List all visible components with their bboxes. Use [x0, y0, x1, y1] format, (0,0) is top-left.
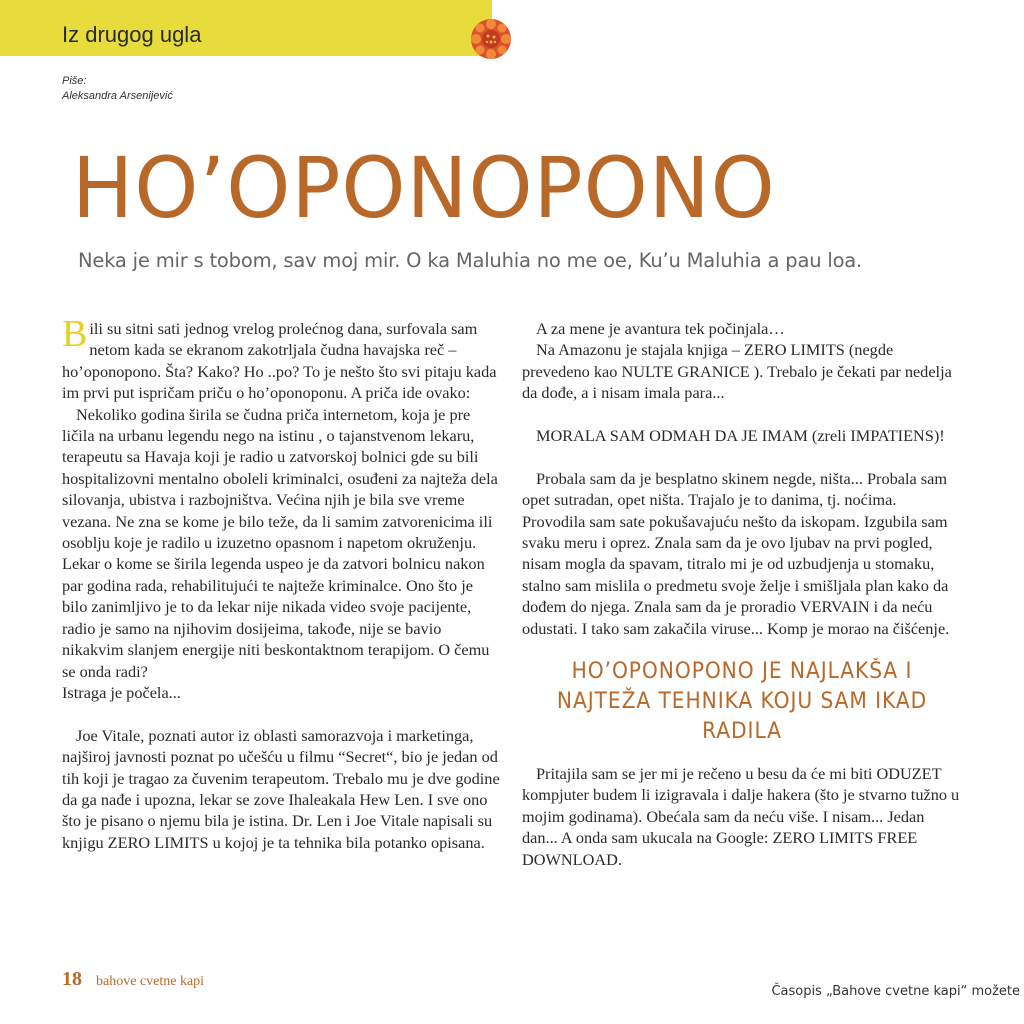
footer-note: Časopis „Bahove cvetne kapi“ možete [771, 984, 1020, 999]
footer-left [62, 968, 204, 991]
paragraph: Probala sam da je besplatno skinem negde, ništa... Probala sam opet sutradan, opet ništa. Trajalo je to danima, tj. noćima. Provodila sam sate pokušavajuću nešto da iskopam. Izgubila sam svaku meru i oprez. Znala sam da je ovo ljubav na prvi pogled, nisam mogla da spavam, titralo mi je od uzbudjenja u stomaku, stalno sam mislila o predmetu svoje želje i smišljala plan kako da dođem do njega. Znala sam da je proradio VERVAIN i da neću odustati. I tako sam zakačila viruse... Komp je morao na čišćenje. [522, 468, 950, 638]
paragraph: Bili su sitni sati jednog vrelog prolećnog dana, surfovala sam netom kada se ekranom zakotrljala čudna havajska reč – ho’oponopono. Šta? Kako? Ho ..po? To je nešto što svi pitaju kada im prvi put ispričam priču o ho’oponoponu. A priča ide ovako: [62, 313, 497, 403]
paragraph: Nekoliko godina širila se čudna priča internetom, koja je pre ličila na urbanu legendu nego na istinu , o tajanstvenom lekaru, terapeutu sa Havaja koji je radio u zatvorskoj bolnici gde su bili hospitalizovni mentalno oboleli kriminalci, osuđeni za najteža dela silovanja, ubistva i razbojništva. Većina njih je bila sve vreme vezana. Ne zna se kome je bilo teže, da li samim zatvorenicima ili osoblju koje je radilo u izuzetno opasnom i napetom okruženju. Lekar o kome se širila legenda uspeo je da zatvori bolnicu nakon par godina rada, rehabilitujući te najteže kriminalce. Ono što je bilo zanimljivo je to da lekar nije nikada video svoje pacijente, radio je samo na njihovim dosijeima, takođe, nije se bavio nikakvim slanjem energije niti beskontaktnom terapijom. O čemu se onda radi? [62, 404, 498, 681]
page-number: 18 [62, 968, 82, 990]
byline [62, 74, 173, 104]
article-subtitle: Neka je mir s tobom, sav moj mir. O ka Maluhia no me oe, Ku’u Maluhia a pau loa. [78, 249, 863, 272]
paragraph: Joe Vitale, poznati autor iz oblasti samorazvoja i marketinga, najširoj javnosti poznat po učešću u filmu “Secret“, bio je jedan od tih koji je tragao za čuvenim terapeutom. Trebalo mu je dve godine da ga nađe i upozna, lekar se zove Ihaleakala Hew Len. I sve ono što je pisano o njemu bila je istina. Dr. Len i Joe Vitale napisali su knjigu ZERO LIMITS u kojoj je ta tehnika bila potanko opisana. [62, 725, 500, 852]
article-title: HO’OPONOPONO [72, 139, 776, 237]
drop-cap: B [62, 313, 88, 355]
paragraph: Pritajila sam se jer mi je rečeno u besu da će mi biti ODUZET kompjuter budem li izigravala i dalje hakera (što je stvarno tužno u mojim godinama). Obećala sam da neću više. I nisam... Jedan dan... A onda sam ukucala na Google: ZERO LIMITS FREE DOWNLOAD. [522, 764, 960, 869]
flower-icon [466, 14, 516, 64]
paragraph: MORALA SAM ODMAH DA JE IMAM (zreli IMPATIENS)! [536, 426, 945, 446]
left-column [62, 313, 500, 853]
right-column [522, 318, 962, 870]
paragraph: Na Amazonu je stajala knjiga – ZERO LIMITS (negde prevedeno kao NULTE GRANICE ). Trebalo je čekati par nedelja da dođe, a i nisam imala para... [522, 340, 952, 403]
paragraph: A za mene je avantura tek počinjala… [536, 319, 785, 338]
byline-label: Piše: [62, 75, 87, 87]
pull-quote: HO’OPONOPONO JE NAJLAKŠA I NAJTEŽA TEHNIKA KOJU SAM IKAD RADILA [556, 659, 928, 745]
magazine-name: bahove cvetne kapi [96, 974, 205, 989]
paragraph: Istraga je počela... [62, 682, 181, 702]
section-title: Iz drugog ugla [62, 22, 202, 47]
byline-author: Aleksandra Arsenijević [62, 90, 173, 102]
